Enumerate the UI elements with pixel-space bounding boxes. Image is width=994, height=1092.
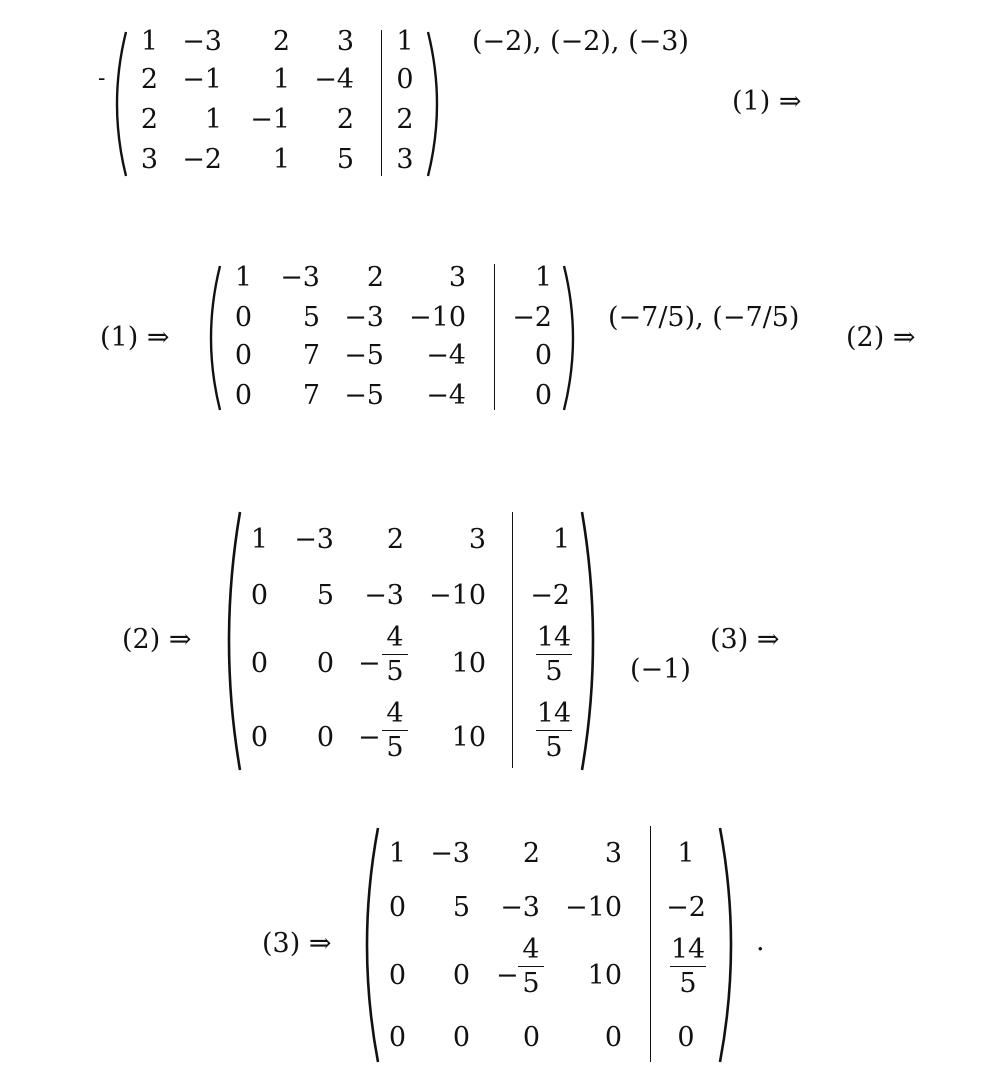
- step3-prev-label: (2) ⇒: [122, 624, 192, 655]
- step2-rhs: −2: [512, 302, 552, 333]
- step1-cell: −3: [182, 26, 222, 57]
- step4-cell: 5: [452, 892, 470, 923]
- step1-augment-bar: [381, 30, 382, 176]
- step4-cell: 3: [604, 838, 622, 869]
- step3-left-paren: [216, 510, 244, 772]
- step4-cell: 0: [388, 960, 406, 991]
- step1-rhs: 0: [396, 64, 414, 95]
- step2-cell: 0: [234, 340, 252, 371]
- step1-rhs: 1: [396, 26, 414, 57]
- step2-cell: −5: [344, 340, 384, 371]
- step3-cell: 2: [386, 524, 404, 555]
- step2-cell: 7: [302, 340, 320, 371]
- step2-right-paren: [560, 264, 584, 412]
- fraction-numerator: 4: [386, 622, 404, 653]
- step4-end-mark: .: [756, 926, 765, 957]
- step1-cell: 1: [272, 64, 290, 95]
- step3-cell: 10: [451, 648, 486, 679]
- fraction-denominator: 5: [545, 732, 563, 763]
- step4-cell: 2: [522, 838, 540, 869]
- step4-prev-label: (3) ⇒: [262, 928, 332, 959]
- step2-left-paren: [200, 264, 224, 412]
- step4-cell: 0: [604, 1022, 622, 1053]
- step2-cell: 2: [366, 262, 384, 293]
- step4-rhs: 1: [677, 838, 695, 869]
- step2-augment-bar: [494, 264, 495, 410]
- step4-left-paren: [354, 826, 382, 1064]
- step3-cell: −3: [364, 580, 404, 611]
- step4-rhs: −2: [666, 892, 706, 923]
- step1-cell: 2: [336, 104, 354, 135]
- step1-cell: 2: [140, 104, 158, 135]
- step4-cell: 1: [388, 838, 406, 869]
- step3-frac-sign: −: [358, 648, 381, 679]
- step2-cell: 0: [234, 380, 252, 411]
- step1-rhs: 2: [396, 104, 414, 135]
- step3-augment-bar: [512, 512, 513, 768]
- step3-cell: 5: [316, 580, 334, 611]
- fraction-numerator: 4: [522, 934, 540, 965]
- step2-cell: −10: [409, 302, 466, 333]
- step1-rhs: 3: [396, 144, 414, 175]
- step3-rhs: −2: [530, 580, 570, 611]
- step2-cell: 1: [234, 262, 252, 293]
- step4-right-paren: [716, 826, 744, 1064]
- step1-cell: −4: [314, 64, 354, 95]
- step3-cell: 0: [316, 648, 334, 679]
- fraction-denominator: 5: [545, 656, 563, 687]
- step2-cell: −3: [280, 262, 320, 293]
- step3-cell: 0: [250, 722, 268, 753]
- step3-next-label: (3) ⇒: [710, 624, 780, 655]
- step2-next-label: (2) ⇒: [846, 322, 916, 353]
- step3-right-paren: [578, 510, 606, 772]
- step4-rhs: 0: [677, 1022, 695, 1053]
- step1-cell: 1: [204, 104, 222, 135]
- step1-cell: 3: [140, 144, 158, 175]
- step4-cell: 0: [388, 892, 406, 923]
- step1-cell: 2: [140, 64, 158, 95]
- fraction-denominator: 5: [386, 656, 404, 687]
- fraction-numerator: 14: [536, 622, 572, 653]
- step3-rhs-fraction: [536, 700, 572, 761]
- step3-rhs-fraction: [536, 624, 572, 685]
- fraction-numerator: 14: [536, 698, 572, 729]
- step2-cell: 0: [234, 302, 252, 333]
- fraction-denominator: 5: [679, 968, 697, 999]
- step1-cell: −2: [182, 144, 222, 175]
- step2-cell: −4: [426, 340, 466, 371]
- step3-cell: −3: [294, 524, 334, 555]
- step4-cell: −3: [500, 892, 540, 923]
- step1-multipliers: (−2), (−2), (−3): [472, 26, 689, 57]
- fraction-numerator: 4: [386, 698, 404, 729]
- step1-left-paren: [106, 30, 130, 178]
- step1-cell: 2: [272, 26, 290, 57]
- step2-rhs: 0: [534, 380, 552, 411]
- step3-cell: −10: [429, 580, 486, 611]
- step3-multiplier: (−1): [630, 654, 691, 685]
- step4-cell: 0: [522, 1022, 540, 1053]
- step4-cell: 0: [452, 1022, 470, 1053]
- step1-row-marker: -: [98, 66, 106, 91]
- fraction-numerator: 14: [670, 934, 706, 965]
- step1-next-label: (1) ⇒: [732, 86, 802, 117]
- step2-rhs: 0: [534, 340, 552, 371]
- step2-cell: −5: [344, 380, 384, 411]
- step4-augment-bar: [650, 826, 651, 1062]
- step3-cell: 3: [468, 524, 486, 555]
- step3-fraction: [382, 624, 408, 685]
- step1-cell: −1: [250, 104, 290, 135]
- step2-multipliers: (−7/5), (−7/5): [608, 302, 800, 333]
- step2-rhs: 1: [534, 262, 552, 293]
- step4-cell: 0: [388, 1022, 406, 1053]
- step3-fraction: [382, 700, 408, 761]
- fraction-denominator: 5: [522, 968, 540, 999]
- step3-frac-sign: −: [358, 722, 381, 753]
- step3-cell: 0: [250, 580, 268, 611]
- step2-prev-label: (1) ⇒: [100, 322, 170, 353]
- step1-cell: 1: [272, 144, 290, 175]
- step4-frac-sign: −: [496, 960, 519, 991]
- step4-fraction: [518, 936, 544, 997]
- step2-cell: 3: [448, 262, 466, 293]
- step3-cell: 1: [250, 524, 268, 555]
- step2-cell: −4: [426, 380, 466, 411]
- step1-cell: 1: [140, 26, 158, 57]
- step1-cell: 5: [336, 144, 354, 175]
- step4-rhs-fraction: [670, 936, 706, 997]
- step1-cell: −1: [182, 64, 222, 95]
- step4-cell: −10: [565, 892, 622, 923]
- step3-cell: 10: [451, 722, 486, 753]
- step3-rhs: 1: [552, 524, 570, 555]
- step2-cell: 7: [302, 380, 320, 411]
- step4-cell: 10: [587, 960, 622, 991]
- step4-cell: −3: [430, 838, 470, 869]
- step1-cell: 3: [336, 26, 354, 57]
- step3-cell: 0: [250, 648, 268, 679]
- step3-cell: 0: [316, 722, 334, 753]
- step1-right-paren: [424, 30, 448, 178]
- step4-cell: 0: [452, 960, 470, 991]
- fraction-denominator: 5: [386, 732, 404, 763]
- step2-cell: −3: [344, 302, 384, 333]
- step2-cell: 5: [302, 302, 320, 333]
